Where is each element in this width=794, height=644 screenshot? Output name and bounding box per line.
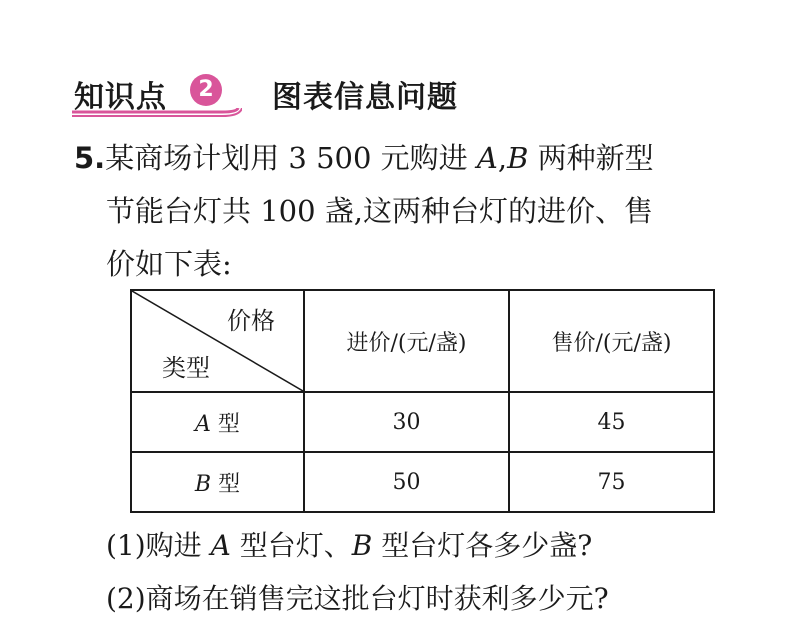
- column-header-cost: 进价/(元/盏): [304, 290, 509, 392]
- row-type-cell: [131, 452, 304, 512]
- cost-cell: 30: [304, 392, 509, 452]
- var-b: B: [507, 141, 529, 175]
- type-suffix: 型: [210, 411, 240, 437]
- header-type: 类型: [162, 354, 210, 382]
- table-row: [131, 392, 714, 452]
- type-letter: A: [195, 411, 211, 437]
- cost-cell: 50: [304, 452, 509, 512]
- subquestion-text: (1)购进: [106, 529, 211, 562]
- var-a: A: [210, 529, 231, 562]
- knowledge-point-number-badge: 2: [190, 74, 222, 106]
- question-line-3: 价如下表:: [106, 247, 232, 281]
- table-header-row: [131, 290, 714, 392]
- header-price: 价格: [227, 307, 275, 335]
- question-text: 两种新型: [528, 141, 654, 175]
- subquestion-1: [106, 524, 592, 564]
- comma: ,: [497, 141, 508, 175]
- knowledge-point-underline: [72, 108, 242, 120]
- question-number: 5.: [74, 141, 106, 175]
- question-text: 某商场计划用 3 500 元购进: [105, 141, 477, 175]
- question-5: [74, 132, 744, 291]
- type-letter: B: [194, 471, 212, 497]
- sale-cell: 45: [509, 392, 714, 452]
- diagonal-header-cell: [131, 290, 304, 392]
- column-header-sale: 售价/(元/盏): [509, 290, 714, 392]
- var-a: A: [476, 141, 498, 175]
- var-b: B: [351, 529, 373, 562]
- subquestion-text: 型台灯、: [230, 529, 352, 562]
- row-type-cell: [131, 392, 304, 452]
- knowledge-point-label: 知识点: [74, 80, 167, 115]
- table-row: [131, 452, 714, 512]
- sale-cell: 75: [509, 452, 714, 512]
- subquestion-2: (2)商场在销售完这批台灯时获利多少元?: [106, 582, 609, 615]
- subquestion-text: 型台灯各多少盏?: [372, 529, 593, 562]
- diagonal-line: [132, 291, 303, 391]
- question-line-2: 节能台灯共 100 盏,这两种台灯的进价、售: [106, 194, 654, 228]
- topic-title: 图表信息问题: [272, 80, 458, 115]
- question-line-1: [74, 132, 744, 185]
- price-table: [130, 289, 715, 513]
- type-suffix: 型: [211, 471, 241, 497]
